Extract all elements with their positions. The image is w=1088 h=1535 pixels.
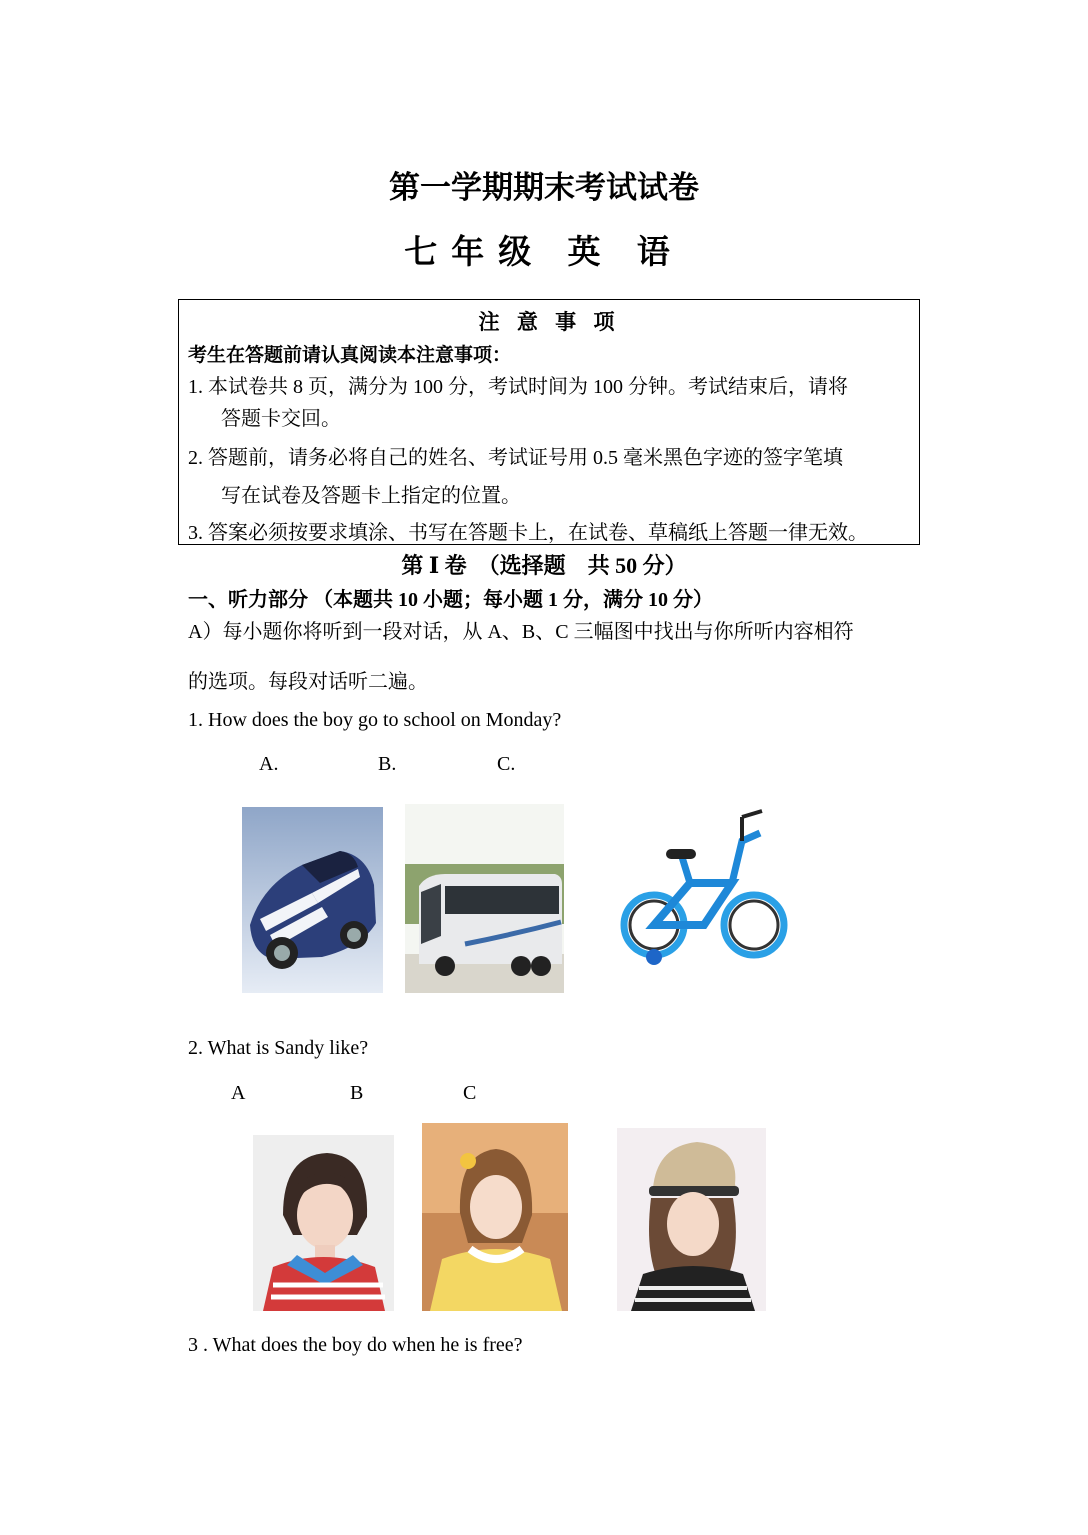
q1-option-a: A. (259, 753, 279, 775)
sports-car-image (242, 807, 383, 993)
notice-item-2: 2. 答题前，请务必将自己的姓名、考试证号用 0.5 毫米黑色字迹的签字笔填 (188, 447, 843, 469)
q2-option-a: A (231, 1082, 246, 1104)
notice-intro: 考生在答题前请认真阅读本注意事项： (188, 344, 512, 366)
question-3: 3 . What does the boy do when he is free? (188, 1334, 523, 1356)
question-1: 1. How does the boy go to school on Monday? (188, 709, 562, 731)
notice-item-3: 3. 答案必须按要求填涂、书写在答题卡上，在试卷、草稿纸上答题一律无效。 (188, 522, 868, 544)
notice-heading: 注 意 事 项 (478, 310, 620, 334)
q1-option-b: B. (378, 753, 397, 775)
bicycle-image (592, 797, 807, 993)
girl-short-hair-image (253, 1135, 394, 1311)
listening-section-heading: 一、听力部分 （本题共 10 小题；每小题 1 分，满分 10 分） (188, 589, 713, 611)
notice-box (178, 299, 920, 545)
exam-subject: 七年级 英 语 (404, 235, 684, 271)
girl-cap-image (617, 1128, 766, 1311)
notice-item-2-cont: 写在试卷及答题卡上指定的位置。 (221, 485, 521, 507)
exam-title: 第一学期期末考试试卷 (389, 170, 699, 205)
girl-yellow-sweater-image (422, 1123, 568, 1311)
instruction-line-2: 的选项。每段对话听二遍。 (188, 671, 428, 693)
q2-option-b: B (350, 1082, 364, 1104)
q1-option-c: C. (497, 753, 516, 775)
instruction-line-1: A）每小题你将听到一段对话，从 A、B、C 三幅图中找出与你所听内容相符 (188, 621, 854, 643)
q2-option-c: C (463, 1082, 477, 1104)
part-heading: 第 Ⅰ 卷 （选择题 共 50 分） (401, 553, 687, 578)
question-2: 2. What is Sandy like? (188, 1037, 369, 1059)
notice-item-1-cont: 答题卡交回。 (221, 408, 341, 430)
notice-item-1: 1. 本试卷共 8 页，满分为 100 分，考试时间为 100 分钟。考试结束后，请将 (188, 376, 848, 398)
coach-bus-image (405, 804, 564, 993)
